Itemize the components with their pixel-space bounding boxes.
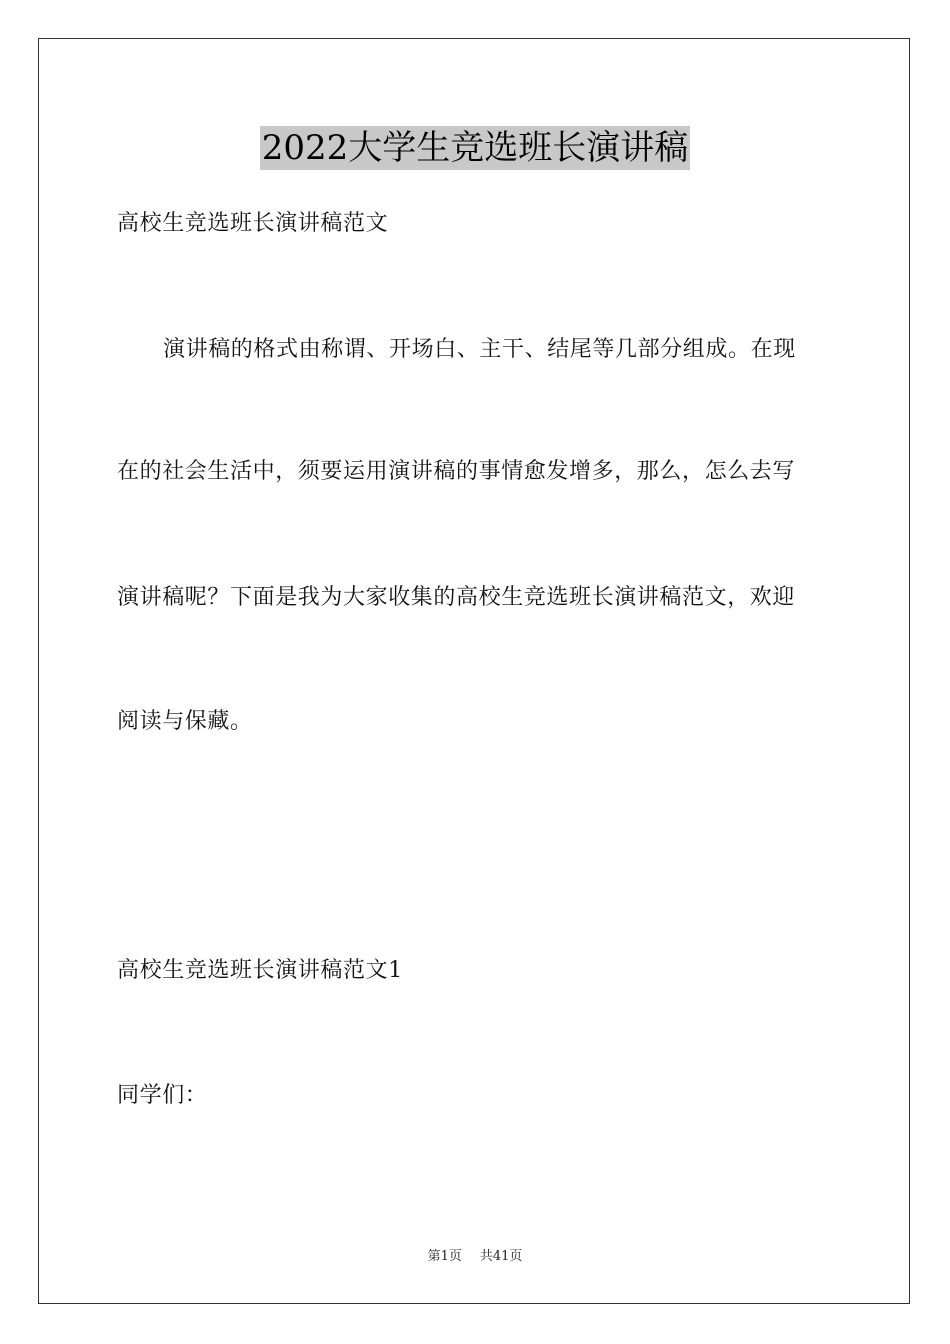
intro-paragraph-line-2: 在的社会生活中，须要运用演讲稿的事情愈发增多，那么，怎么去写: [117, 459, 796, 484]
page-number: 第1页: [427, 1249, 462, 1264]
page-footer: [0, 1248, 950, 1266]
page-total: 共41页: [479, 1249, 523, 1264]
intro-paragraph-line-4: 阅读与保藏。: [117, 709, 253, 734]
section-heading: 高校生竞选班长演讲稿范文1: [117, 958, 403, 983]
intro-paragraph-line-1: 演讲稿的格式由称谓、开场白、主干、结尾等几部分组成。在现: [163, 337, 796, 362]
intro-paragraph-line-3: 演讲稿呢？下面是我为大家收集的高校生竞选班长演讲稿范文，欢迎: [117, 585, 796, 610]
document-subtitle: 高校生竞选班长演讲稿范文: [117, 211, 389, 236]
greeting-line: 同学们：: [117, 1083, 208, 1108]
document-title: 2022大学生竞选班长演讲稿: [261, 128, 689, 168]
title-container: [0, 126, 950, 170]
